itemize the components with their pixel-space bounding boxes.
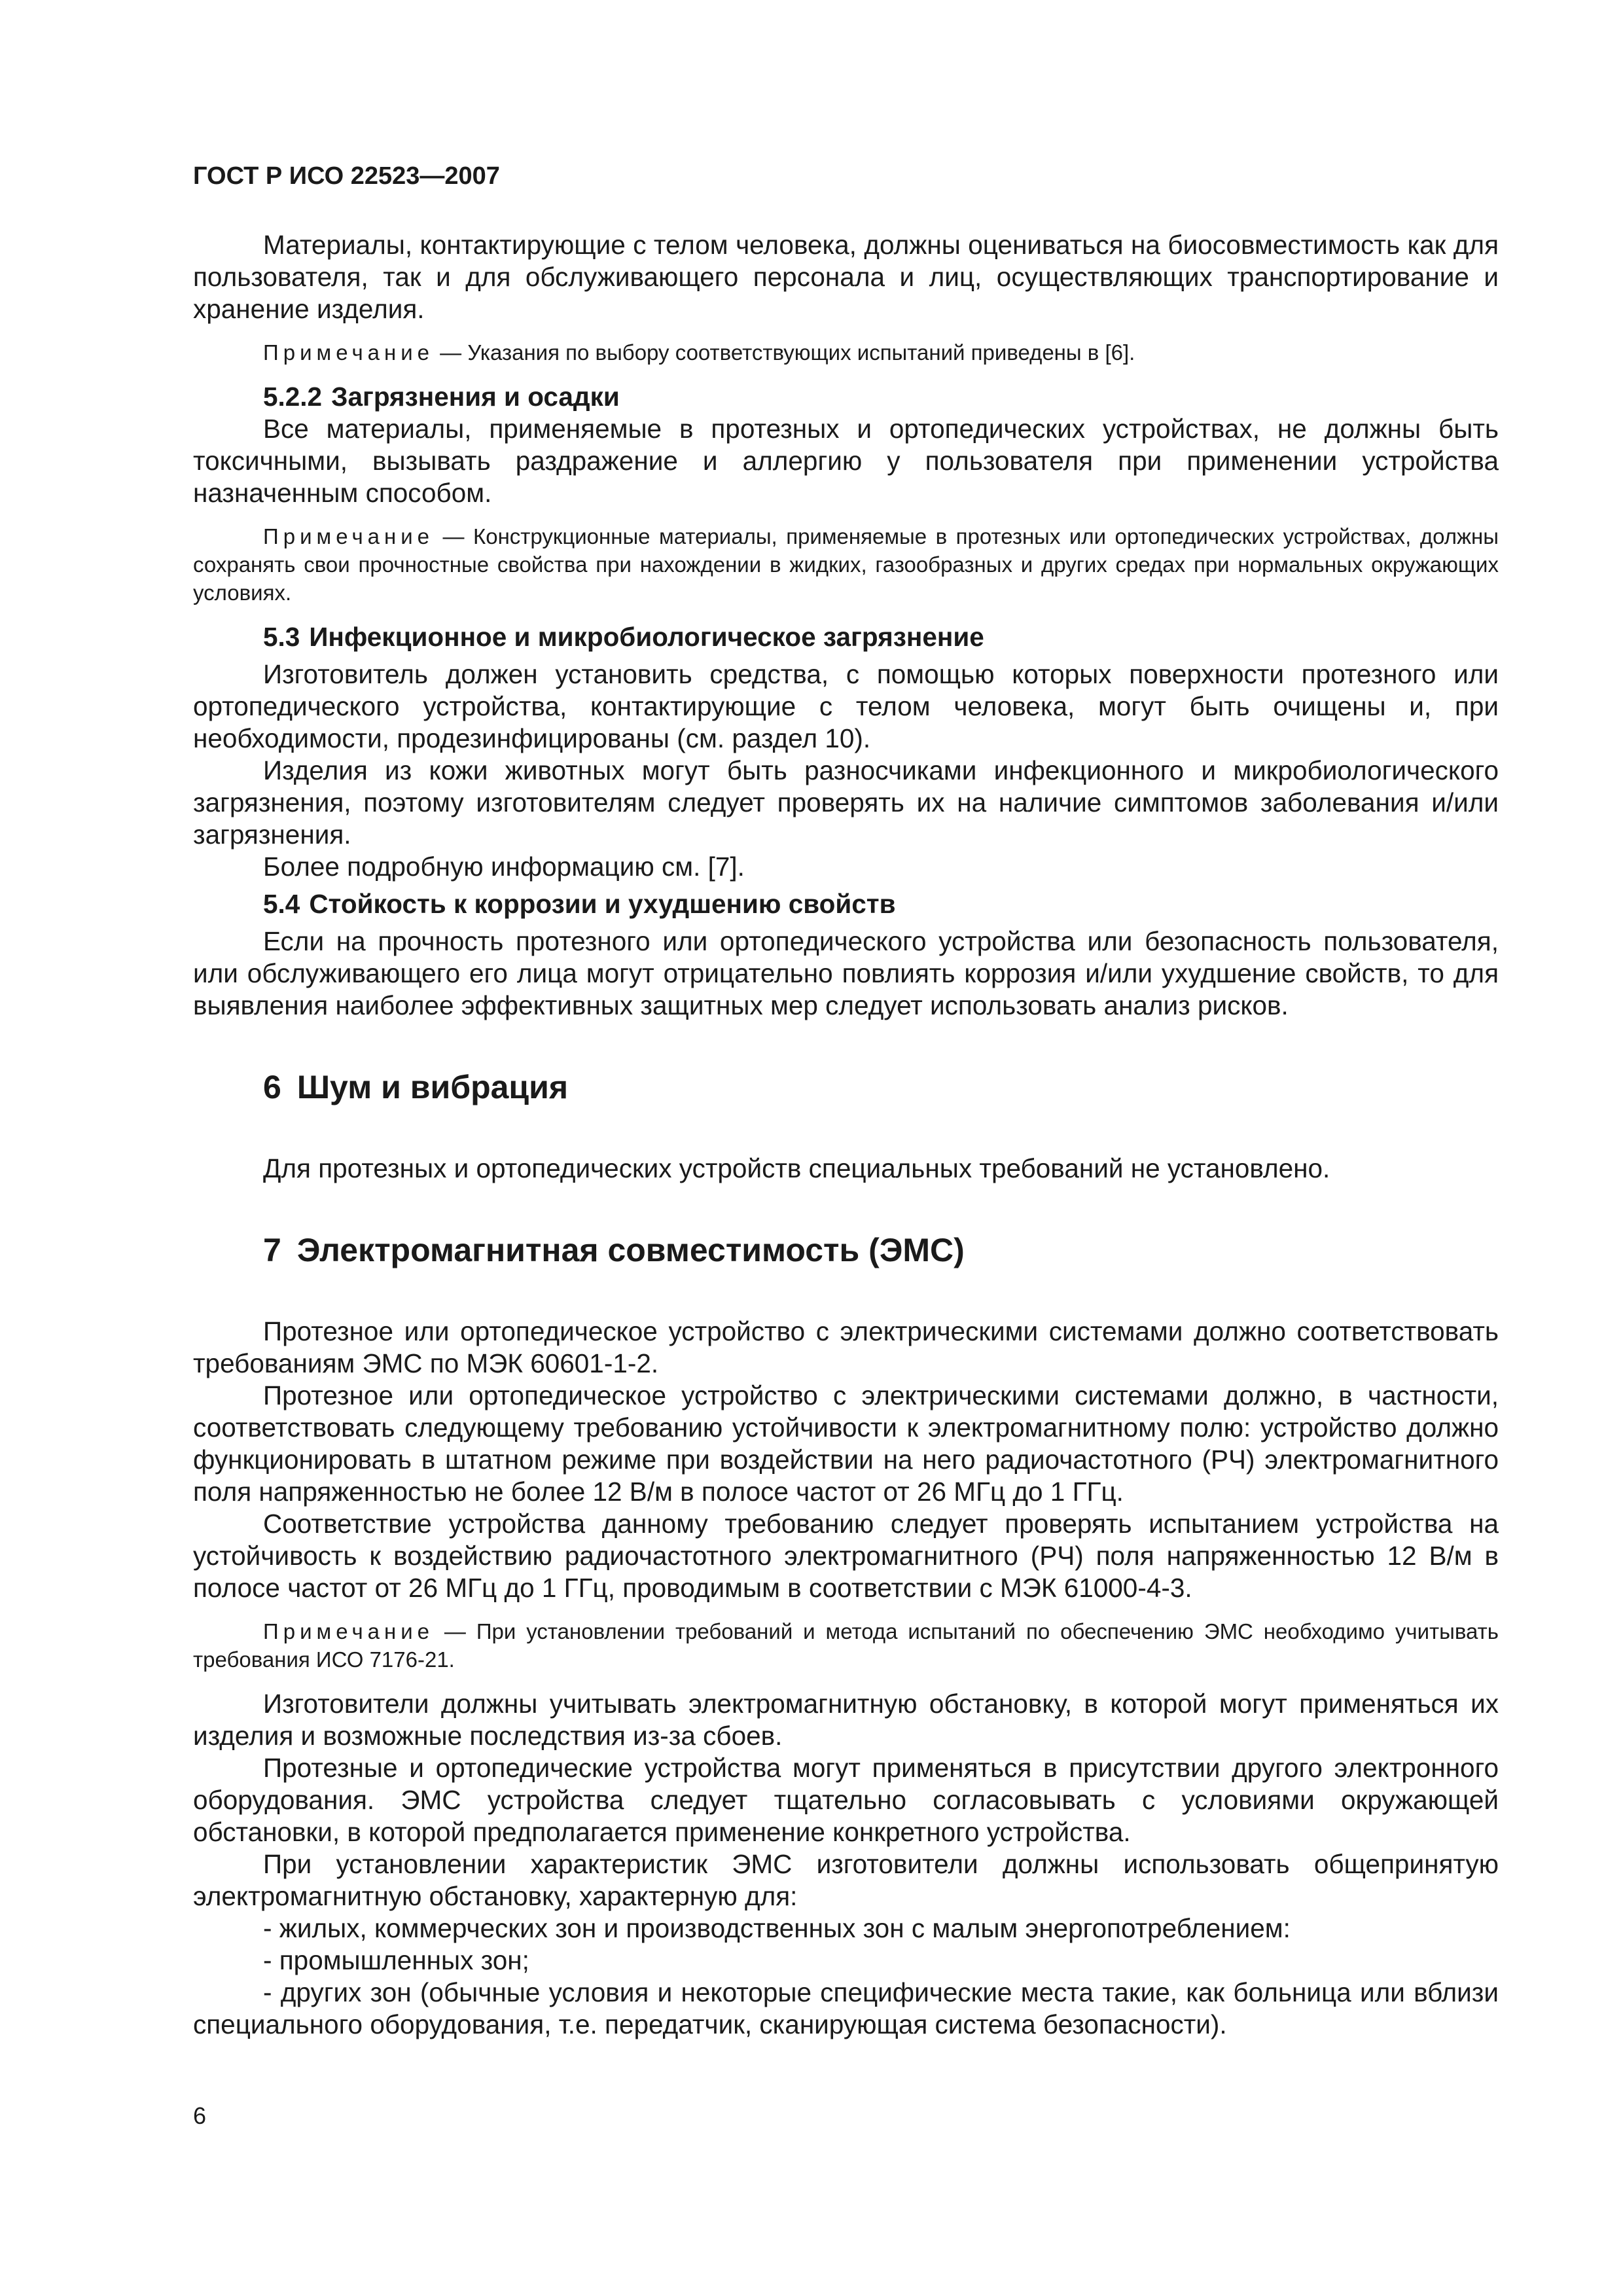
- paragraph: Изготовитель должен установить средства, с помощью которых поверхности протезного или ортопедического устройства, контактирующие с телом человека, могут быть очищены и, при необходимости, продезинфицированы (см. раздел 10).: [193, 659, 1499, 753]
- paragraph: Все материалы, применяемые в протезных и ортопедических устройствах, не должны быть токсичными, вызывать раздражение и аллергию у пользователя при применении устройства назначенным способом.: [193, 414, 1499, 508]
- section-number: 7: [263, 1232, 281, 1268]
- section-title: Электромагнитная совместимость (ЭМС): [296, 1232, 965, 1268]
- section-heading-7: [193, 1230, 1499, 1270]
- section-number: 5.2.2: [263, 382, 323, 412]
- paragraph: Более подробную информацию см. [7].: [263, 852, 745, 882]
- page-number: 6: [193, 2102, 207, 2129]
- note-text: — При установлении требований и метода испытаний по обеспечению ЭМС необходимо учитывать требования ИСО 7176-21.: [193, 1619, 1499, 1672]
- list-item: - жилых, коммерческих зон и производственных зон с малым энергопотреблением:: [263, 1913, 1291, 1943]
- paragraph: Соответствие устройства данному требованию следует проверять испытанием устройства на устойчивость к воздействию радиочастотного электромагнитного (РЧ) поля напряженностью 12 В/м в полосе частот от 26 МГц до 1 ГГц, проводимым в соответствии с МЭК 61000-4-3.: [193, 1509, 1499, 1603]
- note-label: Примечание: [263, 340, 435, 365]
- paragraph: Материалы, контактирующие с телом человека, должны оцениваться на биосовместимость как для пользователя, так и для обслуживающего персонала и лиц, осуществляющих транспортирование и хранение изделия.: [193, 230, 1499, 324]
- note-label: Примечание: [263, 1619, 435, 1643]
- page-content: [193, 229, 1499, 2041]
- document-header: ГОСТ Р ИСО 22523—2007: [193, 162, 500, 190]
- note: [193, 522, 1499, 607]
- note: [193, 1617, 1499, 1674]
- list-item: - других зон (обычные условия и некоторые специфические места такие, как больница или вблизи специального оборудования, т.е. передатчик, сканирующая система безопасности).: [193, 1977, 1499, 2039]
- section-number: 5.4: [263, 889, 300, 919]
- note-label: Примечание: [263, 524, 435, 548]
- section-title: Инфекционное и микробиологическое загрязнение: [309, 622, 984, 652]
- note: [193, 338, 1499, 367]
- section-heading-5-2-2: [193, 381, 1499, 413]
- section-title: Шум и вибрация: [296, 1069, 569, 1105]
- paragraph: Изделия из кожи животных могут быть разносчиками инфекционного и микробиологического загрязнения, поэтому изготовителям следует проверять их на наличие симптомов заболевания и/или загрязнения.: [193, 755, 1499, 850]
- paragraph: Изготовители должны учитывать электромагнитную обстановку, в которой могут применяться их изделия и возможные последствия из-за сбоев.: [193, 1689, 1499, 1751]
- paragraph: Если на прочность протезного или ортопедического устройства или безопасность пользователя, или обслуживающего его лица могут отрицательно повлиять коррозия и/или ухудшение свойств, то для выявления наиболее эффективных защитных мер следует использовать анализ рисков.: [193, 926, 1499, 1020]
- paragraph: Для протезных и ортопедических устройств специальных требований не установлено.: [263, 1153, 1330, 1183]
- section-title: Стойкость к коррозии и ухудшению свойств: [309, 889, 896, 919]
- paragraph: Протезное или ортопедическое устройство с электрическими системами должно соответствовать требованиям ЭМС по МЭК 60601-1-2.: [193, 1316, 1499, 1378]
- note-text: — Указания по выбору соответствующих испытаний приведены в [6].: [434, 340, 1135, 365]
- paragraph: Протезное или ортопедическое устройство с электрическими системами должно, в частности, соответствовать следующему требованию устойчивости к электромагнитному полю: устройство должно функционировать в штатном режиме при воздействии на него радиочастотного (РЧ) электромагнитного поля напряженностью не более 12 В/м в полосе частот от 26 МГц до 1 ГГц.: [193, 1380, 1499, 1507]
- section-title: Загрязнения и осадки: [331, 382, 620, 412]
- section-number: 6: [263, 1069, 281, 1105]
- section-heading-5-3: [193, 621, 1499, 653]
- section-heading-5-4: [193, 888, 1499, 920]
- note-text: — Конструкционные материалы, применяемые в протезных или ортопедических устройствах, должны сохранять свои прочностные свойства при нахождении в жидких, газообразных и других средах при нормальных окружающих условиях.: [193, 524, 1499, 605]
- paragraph: При установлении характеристик ЭМС изготовители должны использовать общепринятую электромагнитную обстановку, характерную для:: [193, 1849, 1499, 1911]
- section-heading-6: [193, 1067, 1499, 1107]
- paragraph: Протезные и ортопедические устройства могут применяться в присутствии другого электронного оборудования. ЭМС устройства следует тщательно согласовывать с условиями окружающей обстановки, в которой предполагается применение конкретного устройства.: [193, 1753, 1499, 1847]
- list-item: - промышленных зон;: [263, 1945, 529, 1975]
- section-number: 5.3: [263, 622, 300, 652]
